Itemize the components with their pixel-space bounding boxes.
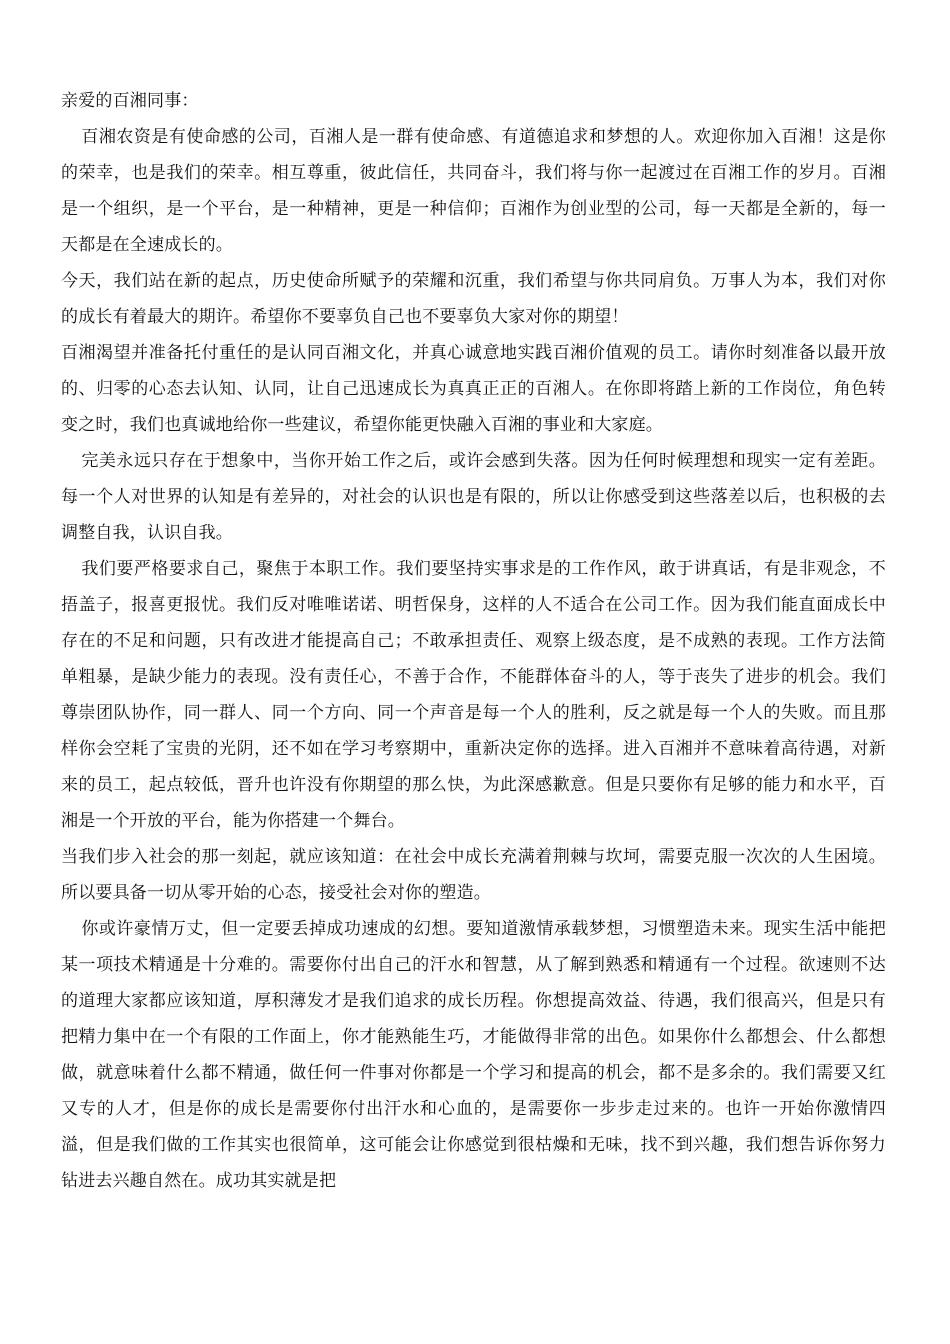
- paragraph-5: 我们要严格要求自己，聚焦于本职工作。我们要坚持实事求是的工作作风，敢于讲真话，有是非观念，不捂盖子，报喜更报忧。我们反对唯唯诺诺、明哲保身，这样的人不适合在公司工作。因为我们能直面成长中存在的不足和问题，只有改进才能提高自己；不敢承担责任、观察上级态度，是不成熟的表现。工作方法简单粗暴，是缺少能力的表现。没有责任心，不善于合作，不能群体奋斗的人，等于丧失了进步的机会。我们尊崇团队协作，同一群人、同一个方向、同一个声音是每一个人的胜利，反之就是每一个人的失败。而且那样你会空耗了宝贵的光阴，还不如在学习考察期中，重新决定你的选择。进入百湘并不意味着高待遇，对新来的员工，起点较低，晋升也许没有你期望的那么快，为此深感歉意。但是只要你有足够的能力和水平，百湘是一个开放的平台，能为你搭建一个舞台。: [61, 559, 886, 831]
- paragraph-2: 今天，我们站在新的起点，历史使命所赋予的荣耀和沉重，我们希望与你共同肩负。万事人为本，我们对你的成长有着最大的期许。希望你不要辜负自己也不要辜负大家对你的期望！: [61, 271, 886, 327]
- paragraph-1: 百湘农资是有使命感的公司，百湘人是一群有使命感、有道德追求和梦想的人。欢迎你加入百湘！这是你的荣幸，也是我们的荣幸。相互尊重，彼此信任，共同奋斗，我们将与你一起渡过在百湘工作的岁月。百湘是一个组织，是一个平台，是一种精神，更是一种信仰；百湘作为创业型的公司，每一天都是全新的，每一天都是在全速成长的。: [61, 127, 886, 255]
- letter-body: [61, 83, 886, 1199]
- paragraph-7: 你或许豪情万丈，但一定要丢掉成功速成的幻想。要知道激情承载梦想，习惯塑造未来。现实生活中能把某一项技术精通是十分难的。需要你付出自己的汗水和智慧，从了解到熟悉和精通有一个过程。欲速则不达的道理大家都应该知道，厚积薄发才是我们追求的成长历程。你想提高效益、待遇，我们很高兴，但是只有把精力集中在一个有限的工作面上，你才能熟能生巧，才能做得非常的出色。如果你什么都想会、什么都想做，就意味着什么都不精通，做任何一件事对你都是一个学习和提高的机会，都不是多余的。我们需要又红又专的人才，但是你的成长是需要你付出汗水和心血的，是需要你一步步走过来的。也许一开始你激情四溢，但是我们做的工作其实也很简单，这可能会让你感觉到很枯燥和无味，找不到兴趣，我们想告诉你努力钻进去兴趣自然在。成功其实就是把: [61, 919, 886, 1191]
- salutation: 亲爱的百湘同事：: [61, 91, 199, 111]
- paragraph-3: 百湘渴望并准备托付重任的是认同百湘文化，并真心诚意地实践百湘价值观的员工。请你时刻准备以最开放的、归零的心态去认知、认同，让自己迅速成长为真真正正的百湘人。在你即将踏上新的工作岗位，角色转变之时，我们也真诚地给你一些建议，希望你能更快融入百湘的事业和大家庭。: [61, 343, 886, 435]
- paragraph-4: 完美永远只存在于想象中，当你开始工作之后，或许会感到失落。因为任何时候理想和现实一定有差距。每一个人对世界的认知是有差异的，对社会的认识也是有限的，所以让你感受到这些落差以后，也积极的去调整自我，认识自我。: [61, 451, 886, 543]
- paragraph-6: 当我们步入社会的那一刻起，就应该知道：在社会中成长充满着荆棘与坎坷，需要克服一次次的人生困境。所以要具备一切从零开始的心态，接受社会对你的塑造。: [61, 847, 886, 903]
